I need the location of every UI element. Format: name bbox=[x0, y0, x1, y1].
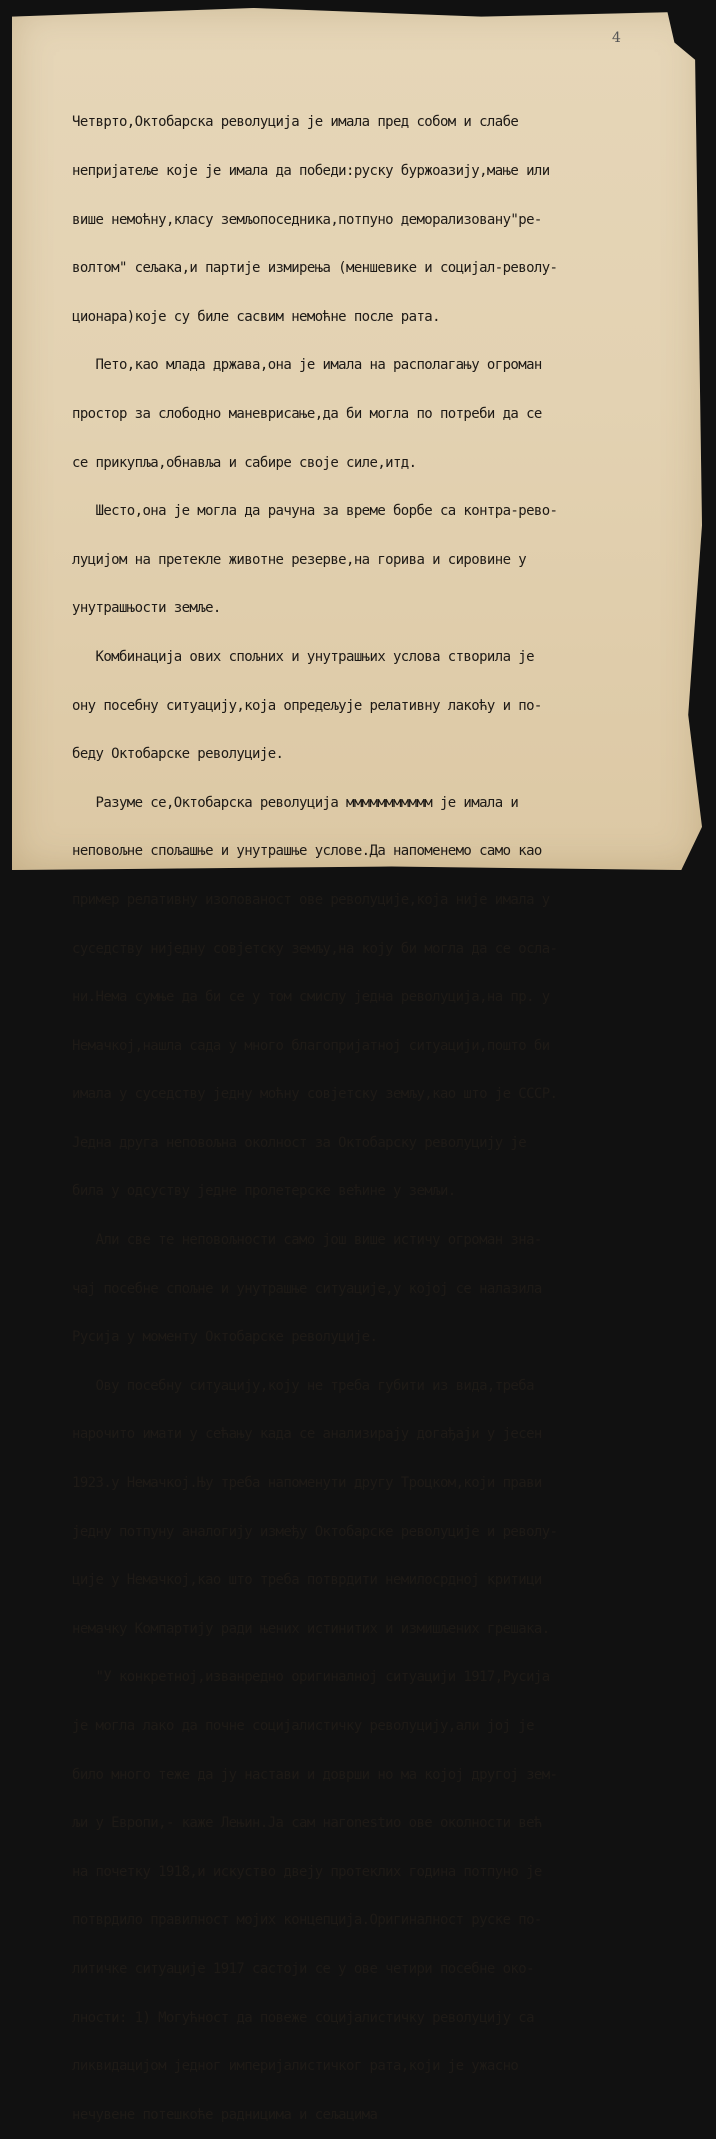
text-line: било много теже да ју настави и доврши но ма којој другој зем- bbox=[72, 1766, 558, 1783]
text-line: ону посебну ситуацију,која опредељује релативну лакоћу и по- bbox=[72, 697, 542, 714]
text-line: нечувене потешкоће радницима и сељацима bbox=[72, 2106, 378, 2123]
text-line: Разуме се,Октобарска револуција ммммммммммм је имала и bbox=[72, 794, 519, 811]
text-line: ције у Немачкој,као што треба потврдити немилосрдној критици bbox=[72, 1572, 542, 1589]
text-line: љи у Европи,- каже Лењин.Ја сам нагоnestио ове околности већ bbox=[72, 1815, 542, 1832]
text-line: беду Октобарске револуције. bbox=[72, 746, 284, 763]
text-line: Немачкој,нашла сада у много благопријатној ситуацији,пошто би bbox=[72, 1037, 550, 1054]
text-line: непријатеље које је имала да победи:руску буржоазију,мање или bbox=[72, 163, 550, 179]
text-line: пример релативну изолованост ове револуције,која није имала у bbox=[72, 891, 550, 908]
text-line: Али све те неповољности само још више истичу огроман зна- bbox=[72, 1232, 542, 1249]
text-line: је могла лако да почне социјалистичку револуцију,али јој је bbox=[72, 1718, 534, 1734]
text-line: била у одсуству једне пролетерске већине у земљи. bbox=[72, 1183, 456, 1200]
text-line: суседству ниједну совјетску земљу,на коју би могла да се осла- bbox=[72, 940, 558, 957]
text-line: једну потпуну аналогију између Октобарске револуције и револу- bbox=[72, 1523, 558, 1540]
text-line: Шесто,она је могла да рачуна за време борбе са контра-рево- bbox=[72, 503, 558, 520]
text-line: на почетку 1918,и искуство двеју протеклих година потпуно је bbox=[72, 1863, 542, 1880]
text-line: Једна друга неповољна околност за Октобарску револуцију је bbox=[72, 1134, 527, 1151]
text-line: Ову посебну ситуацију,коју не треба губити из вида,треба bbox=[72, 1377, 534, 1394]
typed-text-block bbox=[72, 82, 702, 2139]
text-line: лности: 1) Могућност да повеже социјалистичку револуцију са bbox=[72, 2009, 534, 2026]
text-line: 1923.у Немачкој.Њу треба напоменути другу Троцком,који прави bbox=[72, 1475, 542, 1492]
text-line: волтом" сељака,и партије измирења (меншевике и социјал-револу- bbox=[72, 260, 558, 277]
text-line: Русија у моменту Октобарске револуције. bbox=[72, 1329, 378, 1346]
text-line: "У конкретној,изванредно оригиналној ситуацији 1917,Русија bbox=[72, 1669, 550, 1686]
text-line: се прикупља,обнавља и сабире своје силе,итд. bbox=[72, 454, 417, 471]
text-line: неповољне спољашње и унутрашње услове.Да напоменемо само као bbox=[72, 843, 542, 860]
text-line: Четврто,Октобарска револуција је имала пред собом и слабе bbox=[72, 114, 519, 131]
page-number: 4 bbox=[612, 30, 621, 46]
text-line: унутрашњости земље. bbox=[72, 600, 221, 617]
text-line: чај посебне спољне и унутрашње ситуације,у којој се налазила bbox=[72, 1280, 542, 1297]
text-line: литичке ситуације 1917 састоји се у ове четири посебне око- bbox=[72, 1960, 534, 1977]
text-line: потврдило правилност мојих концепција.Оригиналност руске по- bbox=[72, 1912, 542, 1929]
text-line: нарочито имати у сећању када се анализирају догађаји у јесен bbox=[72, 1426, 542, 1443]
text-line: немачку Компартију ради њених истинитих и измишљених грешака. bbox=[72, 1620, 550, 1637]
text-line: ционара)које су биле сасвим немоћне после рата. bbox=[72, 308, 440, 325]
text-line: више немоћну,класу земљопоседника,потпуно деморализовану"ре- bbox=[72, 211, 542, 228]
text-line: Пето,као млада држава,она је имала на располагању огроман bbox=[72, 357, 542, 374]
text-line: имала у суседству једну моћну совјетску земљу,као што је СССР. bbox=[72, 1086, 558, 1103]
text-line: ликвидацијом једног империјалистичког рата,који је ужасно bbox=[72, 2058, 519, 2075]
text-line: простор за слободно маневрисање,да би могла по потреби да се bbox=[72, 405, 542, 422]
text-line: Комбинација ових спољних и унутрашњих услова створила је bbox=[72, 648, 534, 665]
text-line: ни.Нема сумње да би се у том смислу једна револуција,на пр. у bbox=[72, 989, 550, 1006]
text-line: луцијом на претекле животне резерве,на горива и сировине у bbox=[72, 551, 527, 568]
